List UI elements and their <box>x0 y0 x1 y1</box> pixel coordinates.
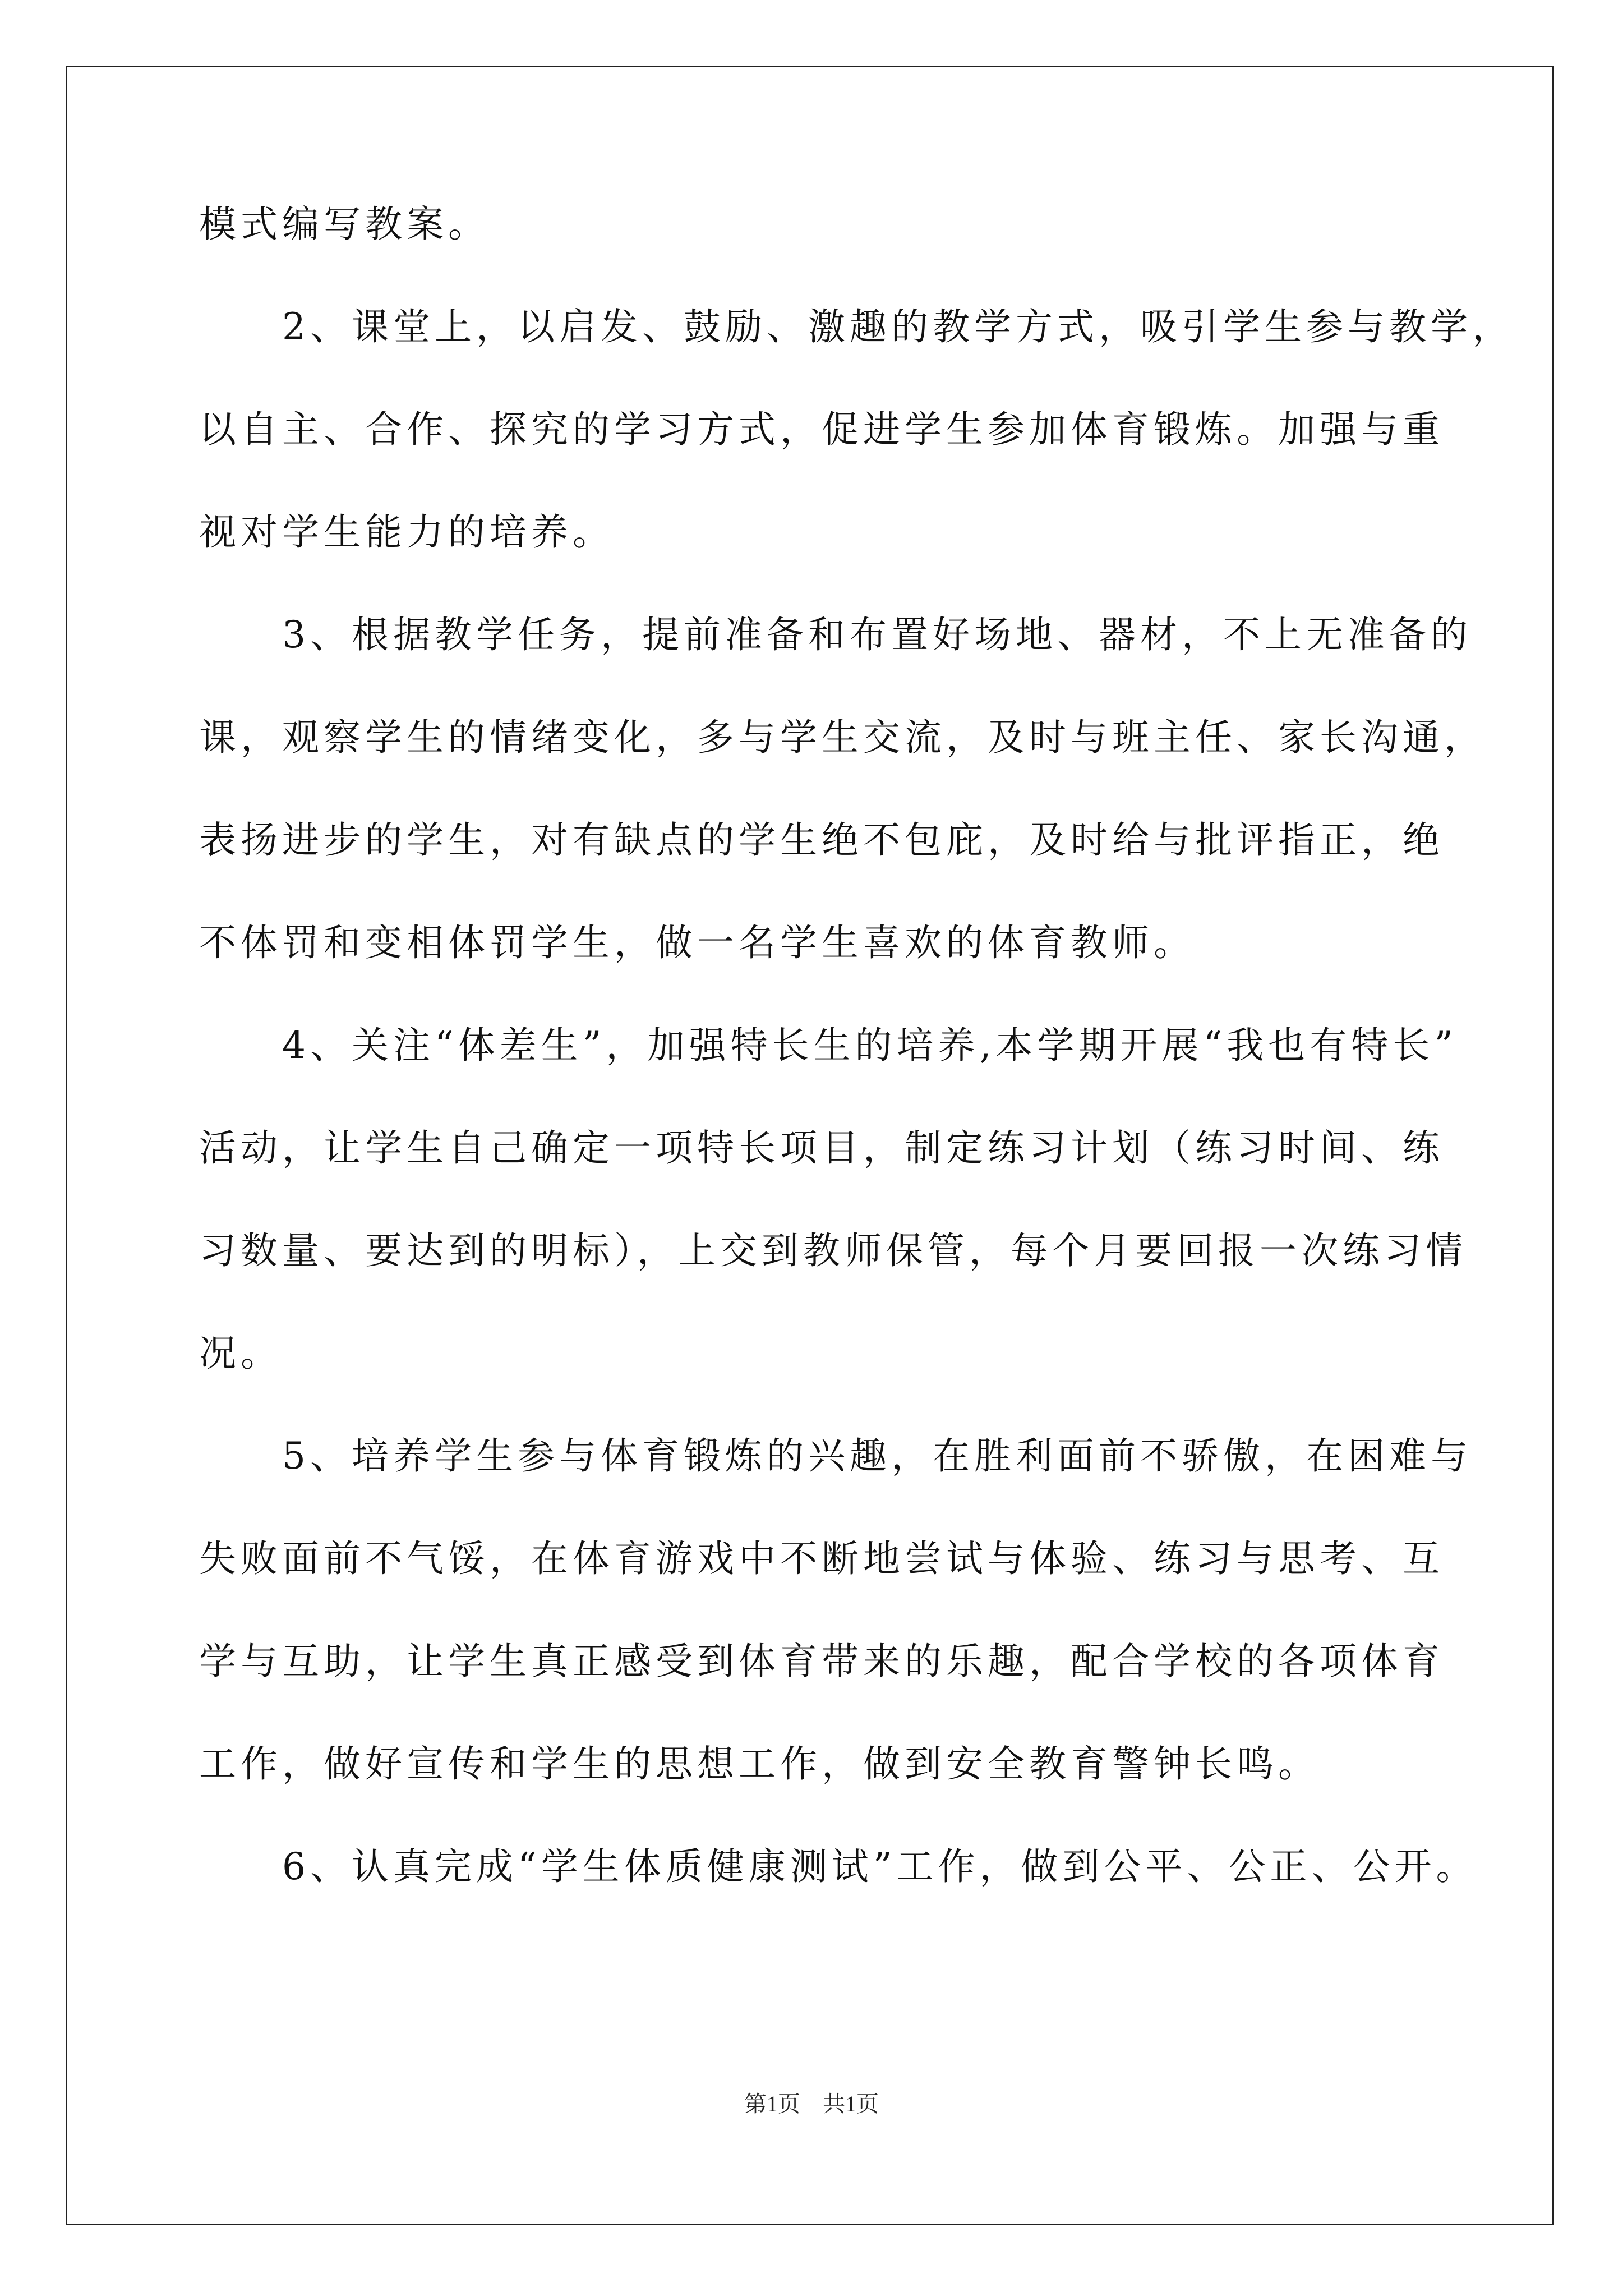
text-line-9: 4、关注“体差生”，加强特长生的培养,本学期开展“我也有特长” <box>199 1024 1458 1067</box>
page-number-footer: 第1页 共1页 <box>744 2091 879 2116</box>
text-line-2: 2、课堂上，以启发、鼓励、激趣的教学方式，吸引学生参与教学， <box>199 305 1514 348</box>
text-line-3: 以自主、合作、探究的学习方式，促进学生参加体育锻炼。加强与重 <box>199 408 1444 451</box>
text-line-7: 表扬进步的学生，对有缺点的学生绝不包庇，及时给与批评指正，绝 <box>199 818 1444 862</box>
text-line-14: 失败面前不气馁，在体育游戏中不断地尝试与体验、练习与思考、互 <box>199 1537 1444 1580</box>
text-line-8: 不体罚和变相体罚学生，做一名学生喜欢的体育教师。 <box>199 921 1195 964</box>
text-line-4: 视对学生能力的培养。 <box>199 510 614 554</box>
text-line-13: 5、培养学生参与体育锻炼的兴趣，在胜利面前不骄傲，在困难与 <box>199 1434 1472 1478</box>
text-line-17: 6、认真完成“学生体质健康测试”工作，做到公平、公正、公开。 <box>199 1845 1478 1888</box>
text-line-15: 学与互助，让学生真正感受到体育带来的乐趣，配合学校的各项体育 <box>199 1640 1444 1683</box>
text-line-5: 3、根据教学任务，提前准备和布置好场地、器材，不上无准备的 <box>199 613 1472 656</box>
text-line-12: 况。 <box>199 1332 282 1375</box>
text-line-11: 习数量、要达到的明标），上交到教师保管，每个月要回报一次练习情 <box>199 1229 1467 1272</box>
text-line-16: 工作，做好宣传和学生的思想工作，做到安全教育警钟长鸣。 <box>199 1742 1320 1786</box>
text-line-6: 课，观察学生的情绪变化，多与学生交流，及时与班主任、家长沟通， <box>199 716 1486 759</box>
text-line-10: 活动，让学生自己确定一项特长项目，制定练习计划（练习时间、练 <box>199 1126 1444 1170</box>
text-line-1: 模式编写教案。 <box>199 203 490 246</box>
